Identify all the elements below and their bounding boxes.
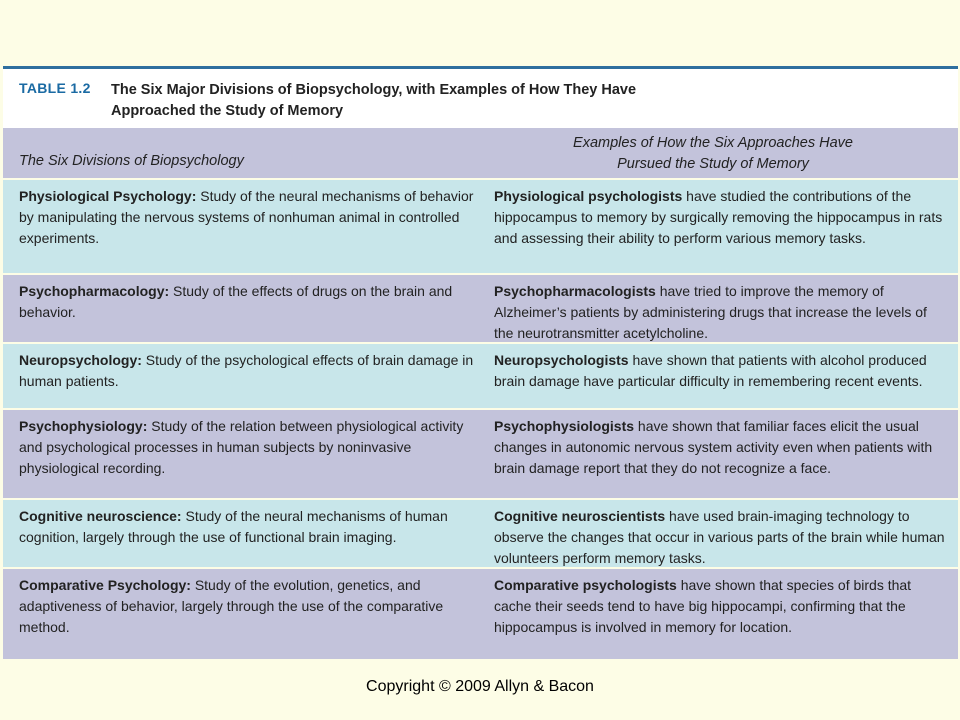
- example-description: have shown that patients with alcohol produced brain damage have particular difficulty in remembering recent events.: [494, 352, 927, 389]
- example-cell: [494, 350, 949, 392]
- example-cell: [494, 575, 949, 638]
- example-cell: [494, 281, 949, 344]
- column-header-examples-line-1: Examples of How the Six Approaches Have: [573, 135, 853, 151]
- table-row: [3, 569, 958, 659]
- example-description: have shown that familiar faces elicit the usual changes in autonomic nervous system activity even when patients with brain damage report that they do not recognize a face.: [494, 418, 933, 476]
- division-term: Cognitive neuroscience:: [19, 508, 182, 524]
- column-header-examples-line-2: Pursued the Study of Memory: [617, 156, 809, 172]
- table-row: [3, 275, 958, 342]
- division-term: Physiological Psychology:: [19, 188, 197, 204]
- division-term: Neuropsychology:: [19, 352, 142, 368]
- example-term: Neuropsychologists: [494, 352, 629, 368]
- division-cell: [19, 575, 479, 638]
- example-cell: [494, 416, 949, 479]
- table-title-bar: [3, 66, 958, 128]
- example-term: Comparative psychologists: [494, 577, 677, 593]
- example-term: Cognitive neuroscientists: [494, 508, 666, 524]
- table-title-line-2: Approached the Study of Memory: [111, 103, 344, 119]
- copyright-footer: Copyright © 2009 Allyn & Bacon: [366, 678, 594, 695]
- table-figure: [3, 66, 958, 659]
- division-term: Psychopharmacology:: [19, 283, 170, 299]
- division-cell: [19, 281, 479, 323]
- division-cell: [19, 416, 479, 479]
- division-description: Study of the psychological effects of brain damage in human patients.: [19, 352, 474, 389]
- table-row: [3, 344, 958, 408]
- division-term: Comparative Psychology:: [19, 577, 191, 593]
- example-cell: [494, 506, 949, 569]
- division-cell: [19, 506, 479, 548]
- example-description: have tried to improve the memory of Alzheimer’s patients by administering drugs that increase the levels of the neurotransmitter acetylcholine.: [494, 283, 927, 341]
- division-description: Study of the neural mechanisms of human cognition, largely through the use of functional brain imaging.: [19, 508, 448, 545]
- division-term: Psychophysiology:: [19, 418, 148, 434]
- division-cell: [19, 350, 479, 392]
- table-header-row: [3, 128, 958, 178]
- example-description: have shown that species of birds that cache their seeds tend to have big hippocampi, confirming that the hippocampus is involved in memory for location.: [494, 577, 912, 635]
- column-header-examples: [523, 133, 903, 175]
- division-description: Study of the relation between physiological activity and psychological processes in human subjects by noninvasive physiological recording.: [19, 418, 464, 476]
- table-row: [3, 410, 958, 498]
- example-description: have studied the contributions of the hippocampus to memory by surgically removing the hippocampus in rats and assessing their ability to perform various memory tasks.: [494, 188, 943, 246]
- division-cell: [19, 186, 479, 249]
- column-header-divisions: The Six Divisions of Biopsychology: [19, 153, 244, 169]
- example-term: Psychopharmacologists: [494, 283, 656, 299]
- example-cell: [494, 186, 949, 249]
- example-term: Psychophysiologists: [494, 418, 635, 434]
- table-row: [3, 500, 958, 567]
- example-description: have used brain-imaging technology to observe the changes that occur in various parts of the brain while human volunteers perform memory tasks.: [494, 508, 945, 566]
- table-number: TABLE 1.2: [19, 80, 91, 96]
- division-description: Study of the effects of drugs on the brain and behavior.: [19, 283, 453, 320]
- table-title: [111, 80, 731, 122]
- table-title-line-1: The Six Major Divisions of Biopsychology, with Examples of How They Have: [111, 82, 637, 98]
- table-row: [3, 180, 958, 273]
- division-description: Study of the evolution, genetics, and adaptiveness of behavior, largely through the use of the comparative method.: [19, 577, 444, 635]
- example-term: Physiological psychologists: [494, 188, 683, 204]
- division-description: Study of the neural mechanisms of behavior by manipulating the nervous systems of nonhuman animal in controlled experiments.: [19, 188, 474, 246]
